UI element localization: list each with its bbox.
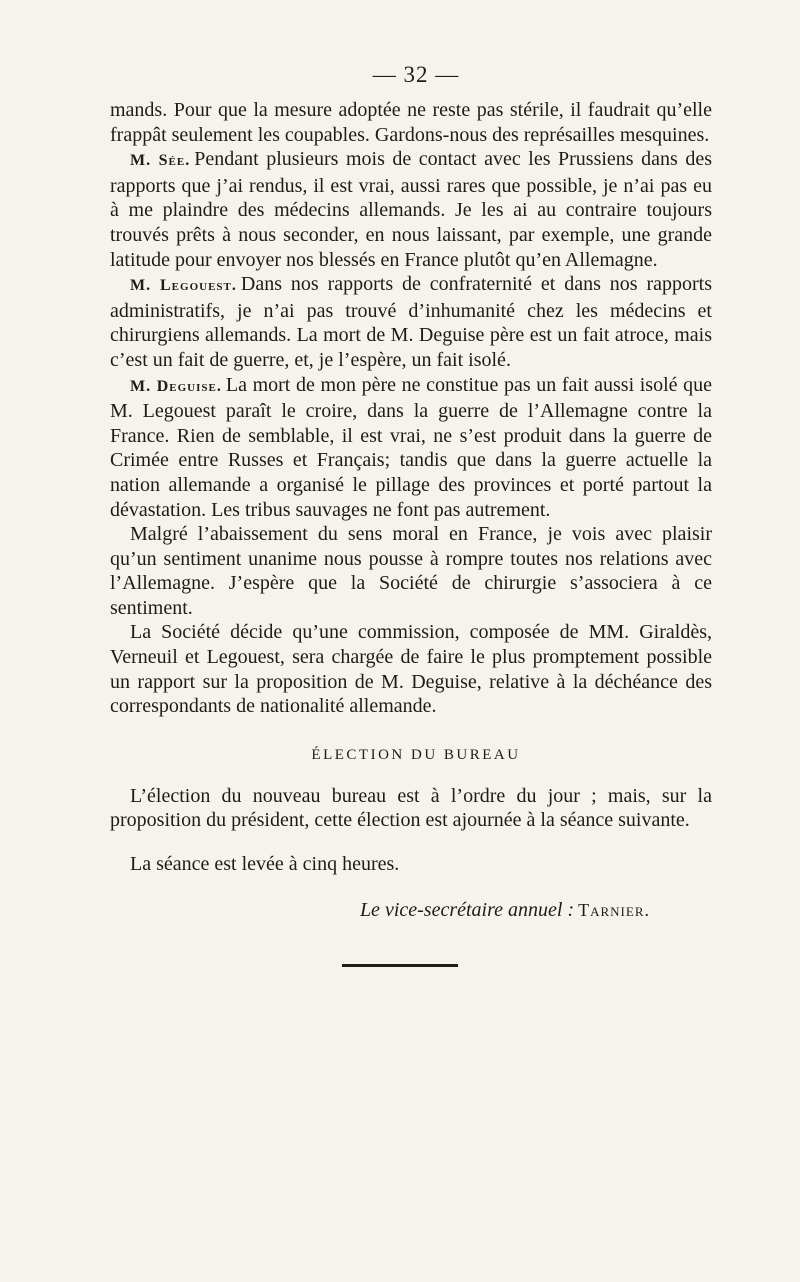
signature-role: Le vice-secrétaire annuel : [359,898,575,921]
signature-name: Tarnier. [578,899,650,920]
signature [110,899,650,922]
paragraph-society-decision: La Société décide qu’une commission, composée de MM. Giraldès, Verneuil et Legouest, sera chargée de faire le plus promptement possible un rapport sur la proposition de M. Deguise, relative à la déchéance des correspondants de nationalité allemande. [110,621,712,718]
speaker-name: M. Deguise. [130,377,222,395]
paragraph-continuation: mands. Pour que la mesure adoptée ne reste pas stérile, il faudrait qu’elle frappât seulement les coupables. Gardons-nous des représailles mesquines. [110,99,712,146]
paragraph-election: L’élection du nouveau bureau est à l’ordre du jour ; mais, sur la proposition du président, cette élection est ajournée à la séance suivante. [110,784,712,832]
speaker-name: M. Legouest. [130,277,237,295]
speech-text: La mort de mon père ne constitue pas un fait aussi isolé que M. Legouest paraît le croire, dans la guerre de l’Allemagne contre la France. Rien de semblable, il est vrai, ne s’est produit dans la guerre de Crimée entre Russes et Français; tandis que dans la guerre actuelle la nation allemande a organisé le pillage des provinces et porté partout la dévastation. Les tribus sauvages ne font pas autrement. [110,373,713,521]
paragraph-closing: La séance est levée à cinq heures. [130,853,400,876]
speech-text: Dans nos rapports de confraternité et dans nos rapports administratifs, je n’ai pas trouvé d’inhumanité chez les médecins et chirurgiens allemands. La mort de M. Deguise père est un fait atroce, mais c’est un fait de guerre, et, je l’espère, un fait isolé. [110,273,712,371]
speech-text: Pendant plusieurs mois de contact avec les Prussiens dans des rapports que j’ai rendus, il est vrai, aussi rares que possible, je n’ai pas eu à me plaindre des médecins allemands. Je les ai au contraire toujours trouvés prêts à nous seconder, en nous laissant, par exemple, une grande latitude pour envoyer nos blessés en France plutôt qu’en Allemagne. [110,148,712,271]
paragraph-legouest [110,272,712,372]
paragraph-deguise-continued: Malgré l’abaissement du sens moral en France, je vois avec plaisir qu’un sentiment unanime nous pousse à rompre toutes nos relations avec l’Allemagne. J’espère que la Société de chirurgie s’associera à ce sentiment. [110,523,712,619]
page-number: — 32 — [372,62,460,87]
closing-rule [342,964,458,967]
paragraph-see [110,147,712,272]
speaker-name: M. Sée. [130,152,191,170]
paragraph-deguise [110,373,712,523]
section-title: ÉLECTION DU BUREAU [311,746,521,763]
